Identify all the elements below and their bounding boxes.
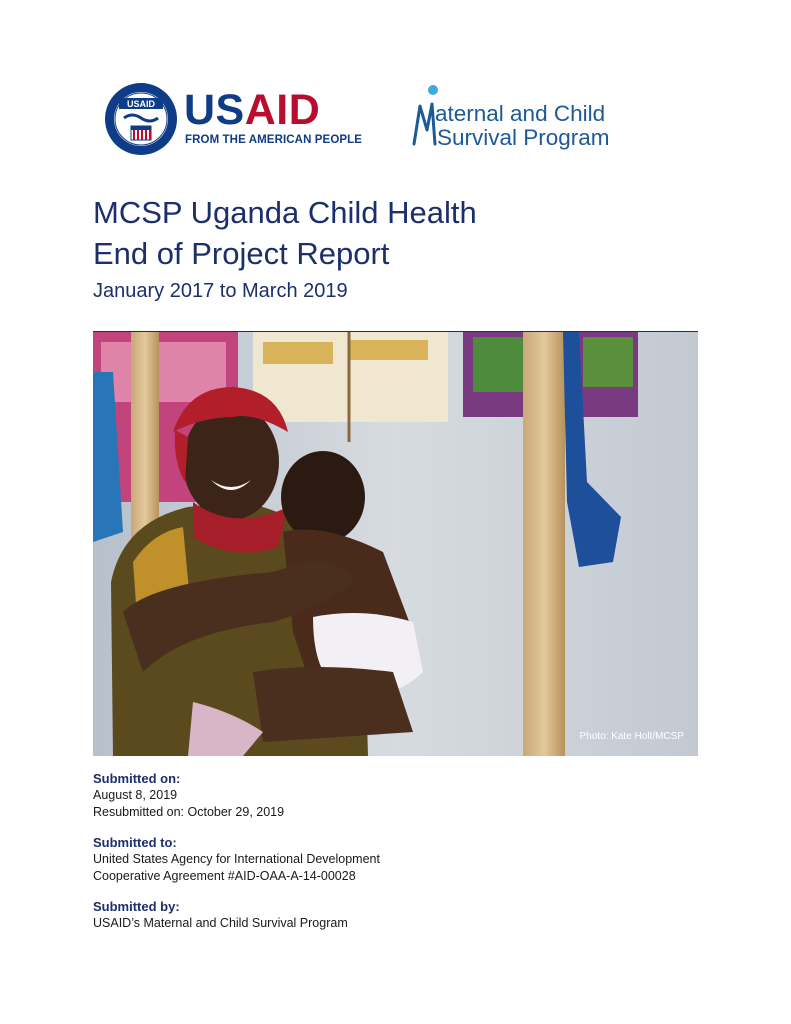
- mcsp-logo-line2: Survival Program: [437, 125, 610, 150]
- cover-photo-image: [93, 332, 698, 756]
- usaid-seal-icon: [104, 82, 178, 156]
- submitting-program: USAID’s Maternal and Child Survival Program: [93, 916, 348, 930]
- cooperative-agreement-number: Cooperative Agreement #AID-OAA-A-14-00028: [93, 868, 356, 883]
- usaid-wordmark: [184, 88, 320, 132]
- submitted-to-heading: Submitted to:: [93, 835, 177, 850]
- report-title: [93, 192, 477, 274]
- submission-details: [93, 770, 693, 946]
- submitted-on-date: August 8, 2019: [93, 788, 178, 802]
- cover-photo: [93, 331, 698, 756]
- submitted-by-heading: Submitted by:: [93, 899, 180, 914]
- submitted-on-heading: Submitted on:: [93, 771, 181, 786]
- resubmitted-on-date: Resubmitted on: October 29, 2019: [93, 804, 285, 819]
- submitted-by-block: [93, 898, 693, 932]
- recipient-agency: United States Agency for International Development: [93, 852, 380, 866]
- usaid-wordmark-aid: AID: [244, 86, 321, 134]
- report-title-line2: End of Project Report: [93, 236, 390, 271]
- submitted-on-block: [93, 770, 693, 820]
- report-title-line1: MCSP Uganda Child Health: [93, 195, 477, 230]
- usaid-logo: [104, 82, 363, 158]
- mcsp-logo-line1: aternal and Child: [435, 101, 606, 126]
- report-date-range: January 2017 to March 2019: [93, 280, 348, 302]
- submitted-to-block: [93, 834, 693, 884]
- mcsp-logo: [411, 82, 621, 158]
- usaid-seal-text: USAID: [126, 99, 156, 109]
- photo-credit: Photo: Kate Holt/MCSP: [579, 731, 684, 742]
- usaid-wordmark-us: US: [184, 86, 245, 134]
- usaid-tagline: FROM THE AMERICAN PEOPLE: [185, 134, 363, 146]
